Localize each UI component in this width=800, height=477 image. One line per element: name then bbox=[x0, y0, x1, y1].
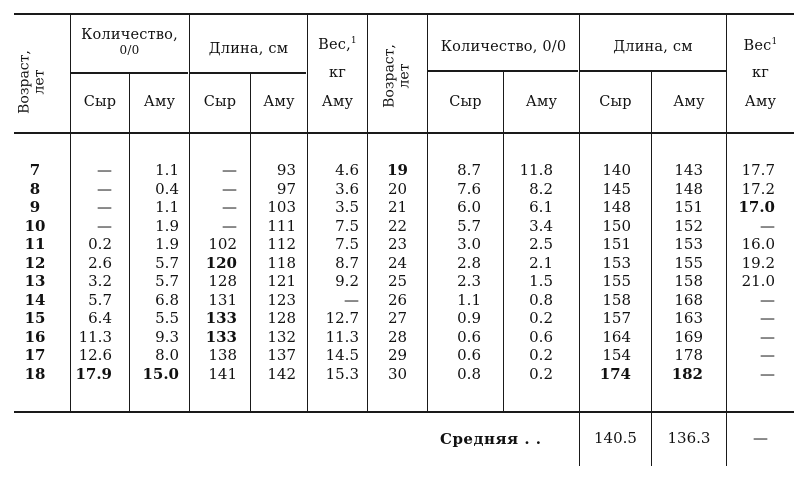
right-len-syr-cell: 155 bbox=[602, 272, 631, 290]
right-weight-amu-cell: 16.0 bbox=[741, 235, 775, 253]
right-age-cell: 26 bbox=[387, 290, 408, 309]
left-len-amu-cell: 118 bbox=[267, 253, 296, 272]
left-weight-amu-cell: — bbox=[344, 290, 359, 309]
right-len-amu-cell: 152 bbox=[674, 216, 703, 235]
right-qty-amu-cell: 0.2 bbox=[529, 346, 553, 364]
right-qty-amu-cell: 2.5 bbox=[529, 235, 553, 253]
mean-label: Средняя . . bbox=[440, 430, 542, 448]
right-weight-amu-cell: 19.2 bbox=[741, 253, 775, 272]
right-weight-amu-cell: 17.7 bbox=[741, 161, 775, 179]
right-qty-syr-cell: 7.6 bbox=[457, 179, 481, 198]
right-age-cell: 19 bbox=[387, 161, 408, 179]
left-len-syr-cell: 141 bbox=[208, 364, 237, 383]
amu-weight-left: Аму bbox=[321, 94, 354, 110]
right-len-amu-cell: 151 bbox=[674, 198, 703, 216]
right-age-cell: 25 bbox=[387, 272, 408, 290]
right-len-amu-cell: 148 bbox=[674, 179, 703, 198]
right-qty-syr-cell: 0.6 bbox=[457, 346, 481, 364]
left-qty-amu-cell: 1.9 bbox=[155, 235, 179, 253]
left-len-amu-cell: 93 bbox=[276, 161, 296, 179]
left-qty-amu-cell: 5.5 bbox=[155, 309, 179, 327]
left-len-syr-cell: 131 bbox=[208, 290, 237, 309]
left-qty-syr-cell: 17.9 bbox=[75, 364, 112, 383]
left-age-cell: 10 bbox=[24, 216, 46, 235]
left-qty-syr-cell: — bbox=[97, 161, 112, 179]
right-len-syr-cell: 157 bbox=[602, 309, 631, 327]
left-age-cell: 17 bbox=[24, 346, 46, 364]
left-len-syr-cell: 128 bbox=[208, 272, 237, 290]
body-bottom-rule bbox=[14, 411, 794, 413]
top-rule bbox=[14, 13, 794, 15]
left-len-amu-cell: 112 bbox=[267, 235, 296, 253]
right-qty-syr-cell: 8.7 bbox=[457, 161, 481, 179]
right-weight-amu-cell: — bbox=[760, 364, 775, 383]
left-qty-syr-cell: 12.6 bbox=[78, 346, 112, 364]
amu-len-right: Аму bbox=[673, 94, 705, 110]
left-weight-amu-cell: 9.2 bbox=[335, 272, 359, 290]
weight-header-left: Вес,$^1$ bbox=[318, 36, 357, 53]
right-qty-syr-cell: 0.9 bbox=[457, 309, 481, 327]
right-len-syr-cell: 148 bbox=[602, 198, 631, 216]
right-len-syr-cell: 150 bbox=[602, 216, 631, 235]
right-age-cell: 27 bbox=[387, 309, 408, 327]
left-age-cell: 11 bbox=[24, 235, 46, 253]
left-len-syr-cell: 138 bbox=[208, 346, 237, 364]
right-age-cell: 29 bbox=[387, 346, 408, 364]
mean-weight: — bbox=[753, 429, 768, 447]
left-qty-syr-cell: 11.3 bbox=[78, 327, 112, 346]
right-len-syr-cell: 158 bbox=[602, 290, 631, 309]
left-age-cell: 14 bbox=[24, 290, 46, 309]
left-len-syr-cell: 133 bbox=[205, 309, 237, 327]
right-len-syr-cell: 174 bbox=[599, 364, 631, 383]
right-len-amu-cell: 155 bbox=[674, 253, 703, 272]
left-len-amu-cell: 111 bbox=[267, 216, 296, 235]
left-len-amu-cell: 132 bbox=[267, 327, 296, 346]
left-qty-amu-cell: 5.7 bbox=[155, 272, 179, 290]
left-qty-amu-cell: 1.9 bbox=[155, 216, 179, 235]
right-weight-amu-cell: 17.2 bbox=[741, 179, 775, 198]
left-weight-amu-cell: 7.5 bbox=[335, 216, 359, 235]
right-qty-syr-cell: 0.8 bbox=[457, 364, 481, 383]
left-weight-amu-cell: 3.5 bbox=[335, 198, 359, 216]
left-len-syr-cell: — bbox=[222, 161, 237, 179]
right-age-cell: 28 bbox=[387, 327, 408, 346]
left-len-amu-cell: 137 bbox=[267, 346, 296, 364]
right-len-syr-cell: 145 bbox=[602, 179, 631, 198]
weight-unit-left: кг bbox=[328, 65, 347, 81]
right-weight-amu-cell: — bbox=[760, 346, 775, 364]
right-len-amu-cell: 178 bbox=[674, 346, 703, 364]
syr-len-right: Сыр bbox=[599, 94, 632, 110]
left-len-syr-cell: 102 bbox=[208, 235, 237, 253]
syr-len-left: Сыр bbox=[203, 94, 237, 110]
left-age-cell: 9 bbox=[29, 198, 41, 216]
left-len-amu-cell: 128 bbox=[267, 309, 296, 327]
left-weight-amu-cell: 11.3 bbox=[325, 327, 359, 346]
right-qty-syr-cell: 6.0 bbox=[457, 198, 481, 216]
right-len-syr-cell: 140 bbox=[602, 161, 631, 179]
left-qty-syr-cell: 6.4 bbox=[88, 309, 112, 327]
left-len-syr-cell: — bbox=[222, 198, 237, 216]
right-len-amu-cell: 182 bbox=[671, 364, 703, 383]
right-weight-amu-cell: — bbox=[760, 309, 775, 327]
left-qty-syr-cell: 3.2 bbox=[88, 272, 112, 290]
left-qty-syr-cell: 5.7 bbox=[88, 290, 112, 309]
age-header-right: Возраст, лет bbox=[381, 44, 412, 108]
right-len-amu-cell: 169 bbox=[674, 327, 703, 346]
left-weight-amu-cell: 7.5 bbox=[335, 235, 359, 253]
left-len-syr-cell: 133 bbox=[205, 327, 237, 346]
left-weight-amu-cell: 15.3 bbox=[325, 364, 359, 383]
amu-weight-right: Аму bbox=[744, 94, 777, 110]
right-len-amu-cell: 143 bbox=[674, 161, 703, 179]
right-qty-amu-cell: 11.8 bbox=[519, 161, 553, 179]
left-len-amu-cell: 142 bbox=[267, 364, 296, 383]
right-qty-amu-cell: 0.2 bbox=[529, 309, 553, 327]
left-len-amu-cell: 121 bbox=[267, 272, 296, 290]
right-len-amu-cell: 168 bbox=[674, 290, 703, 309]
age-header-left: Возраст, лет bbox=[16, 50, 47, 114]
left-qty-amu-cell: 5.7 bbox=[155, 253, 179, 272]
left-qty-amu-cell: 6.8 bbox=[155, 290, 179, 309]
header-bottom-rule bbox=[14, 132, 794, 134]
mean-amu: 136.3 bbox=[667, 429, 711, 447]
right-len-syr-cell: 151 bbox=[602, 235, 631, 253]
amu-len-left: Аму bbox=[263, 94, 295, 110]
right-age-cell: 30 bbox=[387, 364, 408, 383]
right-weight-amu-cell: 17.0 bbox=[738, 198, 775, 216]
left-len-amu-cell: 123 bbox=[267, 290, 296, 309]
amu-qty-left: Аму bbox=[143, 94, 176, 110]
right-age-cell: 23 bbox=[387, 235, 408, 253]
right-weight-amu-cell: — bbox=[760, 327, 775, 346]
right-qty-syr-cell: 0.6 bbox=[457, 327, 481, 346]
right-len-amu-cell: 158 bbox=[674, 272, 703, 290]
right-qty-amu-cell: 2.1 bbox=[529, 253, 553, 272]
left-age-cell: 7 bbox=[29, 161, 41, 179]
left-age-cell: 12 bbox=[24, 253, 46, 272]
left-len-amu-cell: 103 bbox=[267, 198, 296, 216]
length-header-right: Длина, см bbox=[613, 39, 693, 55]
right-age-cell: 24 bbox=[387, 253, 408, 272]
left-age-cell: 8 bbox=[29, 179, 41, 198]
right-weight-amu-cell: — bbox=[760, 216, 775, 235]
right-weight-amu-cell: — bbox=[760, 290, 775, 309]
quantity-header-right: Количество, 0/0 bbox=[440, 39, 567, 55]
right-age-cell: 22 bbox=[387, 216, 408, 235]
syr-qty-right: Сыр bbox=[449, 94, 482, 110]
left-qty-syr-cell: — bbox=[97, 198, 112, 216]
subheader-rule-right-len bbox=[580, 70, 726, 72]
weight-unit-right: кг bbox=[751, 65, 770, 81]
right-len-syr-cell: 154 bbox=[602, 346, 631, 364]
subheader-rule-left-len bbox=[190, 72, 306, 74]
amu-qty-right: Аму bbox=[525, 94, 558, 110]
left-qty-amu-cell: 1.1 bbox=[155, 198, 179, 216]
left-weight-amu-cell: 3.6 bbox=[335, 179, 359, 198]
left-len-syr-cell: — bbox=[222, 216, 237, 235]
left-qty-syr-cell: 2.6 bbox=[88, 253, 112, 272]
right-qty-amu-cell: 0.6 bbox=[529, 327, 553, 346]
right-age-cell: 20 bbox=[387, 179, 408, 198]
left-weight-amu-cell: 4.6 bbox=[335, 161, 359, 179]
weight-header-right: Вес$^1$ bbox=[743, 37, 778, 54]
left-age-cell: 18 bbox=[24, 364, 46, 383]
left-len-syr-cell: 120 bbox=[205, 253, 237, 272]
right-weight-amu-cell: 21.0 bbox=[741, 272, 775, 290]
right-qty-amu-cell: 1.5 bbox=[529, 272, 553, 290]
right-qty-amu-cell: 0.8 bbox=[529, 290, 553, 309]
left-age-cell: 13 bbox=[24, 272, 46, 290]
left-weight-amu-cell: 12.7 bbox=[325, 309, 359, 327]
right-qty-amu-cell: 8.2 bbox=[529, 179, 553, 198]
mean-syr: 140.5 bbox=[594, 429, 637, 447]
right-age-cell: 21 bbox=[387, 198, 408, 216]
left-qty-syr-cell: — bbox=[97, 216, 112, 235]
right-qty-amu-cell: 3.4 bbox=[529, 216, 553, 235]
quantity-header-left: Количество, 0/0 bbox=[81, 27, 178, 57]
right-qty-syr-cell: 3.0 bbox=[457, 235, 481, 253]
left-weight-amu-cell: 14.5 bbox=[325, 346, 359, 364]
right-len-amu-cell: 163 bbox=[674, 309, 703, 327]
left-qty-amu-cell: 1.1 bbox=[155, 161, 179, 179]
right-len-amu-cell: 153 bbox=[674, 235, 703, 253]
right-len-syr-cell: 164 bbox=[602, 327, 631, 346]
left-qty-amu-cell: 15.0 bbox=[142, 364, 179, 383]
right-qty-amu-cell: 0.2 bbox=[529, 364, 553, 383]
right-qty-syr-cell: 2.3 bbox=[457, 272, 481, 290]
right-qty-amu-cell: 6.1 bbox=[529, 198, 553, 216]
right-qty-syr-cell: 1.1 bbox=[457, 290, 481, 309]
length-header-left: Длина, см bbox=[208, 41, 289, 57]
left-qty-syr-cell: 0.2 bbox=[88, 235, 112, 253]
left-age-cell: 15 bbox=[24, 309, 46, 327]
left-len-syr-cell: — bbox=[222, 179, 237, 198]
left-qty-syr-cell: — bbox=[97, 179, 112, 198]
right-len-syr-cell: 153 bbox=[602, 253, 631, 272]
col-divider bbox=[367, 14, 368, 411]
left-len-amu-cell: 97 bbox=[276, 179, 296, 198]
right-qty-syr-cell: 5.7 bbox=[457, 216, 481, 235]
right-qty-syr-cell: 2.8 bbox=[457, 253, 481, 272]
syr-qty-left: Сыр bbox=[83, 94, 117, 110]
left-qty-amu-cell: 0.4 bbox=[155, 179, 179, 198]
left-qty-amu-cell: 8.0 bbox=[155, 346, 179, 364]
left-qty-amu-cell: 9.3 bbox=[155, 327, 179, 346]
left-weight-amu-cell: 8.7 bbox=[335, 253, 359, 272]
left-age-cell: 16 bbox=[24, 327, 46, 346]
